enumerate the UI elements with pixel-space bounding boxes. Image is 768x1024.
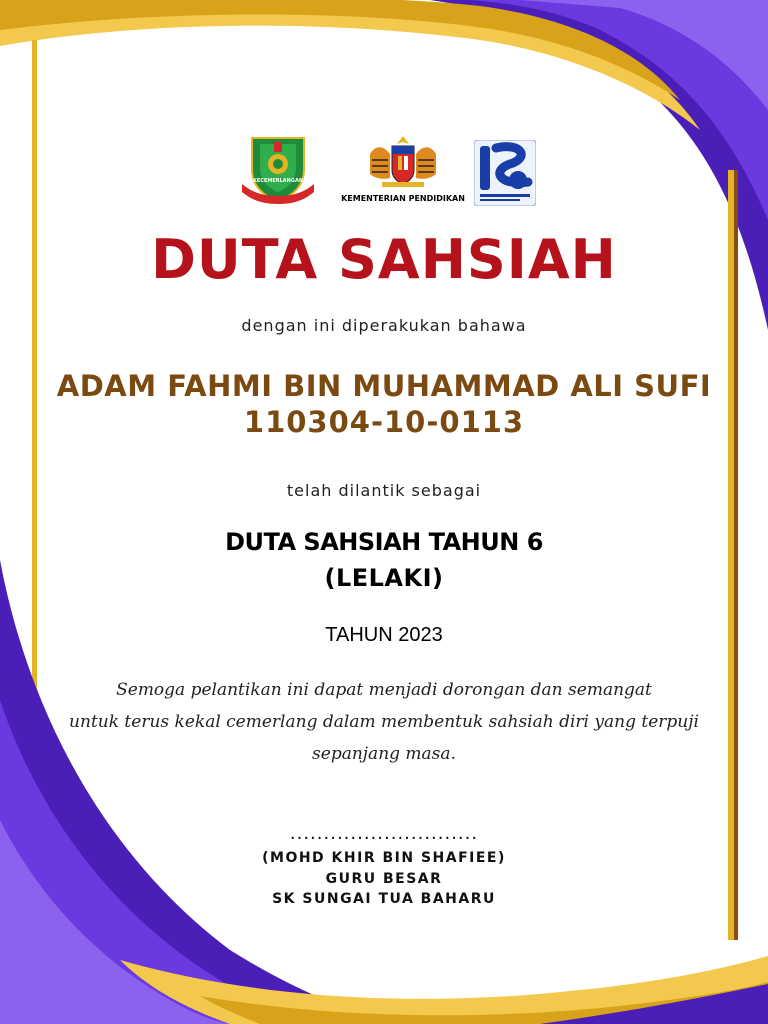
recipient-ic-number: 110304-10-0113 [243,405,525,439]
wish-line-2: untuk terus kekal cemerlang dalam membentuk sahsiah diri yang terpuji [69,712,699,732]
signature-line: ............................ [289,823,479,844]
wish-line-3: sepanjang masa. [312,744,456,764]
certificate-title: DUTA SAHSIAH [151,228,617,291]
svg-text:KECEMERLANGAN: KECEMERLANGAN [252,178,304,184]
ministry-caption: KEMENTERIAN PENDIDIKAN [341,194,465,203]
signatory-name: (MOHD KHIR BIN SHAFIEE) [262,850,506,866]
appointed-text: telah dilantik sebagai [286,481,482,500]
signatory-school: SK SUNGAI TUA BAHARU [272,891,496,907]
malaysia-coat-of-arms-icon [362,134,444,190]
certificate-year: TAHUN 2023 [325,624,443,646]
school-crest-icon [240,134,316,206]
signatory-position: GURU BESAR [325,871,443,887]
role-title-line1: DUTA SAHSIAH TAHUN 6 [225,528,543,556]
logos-row [0,134,768,214]
recipient-name: ADAM FAHMI BIN MUHAMMAD ALI SUFI [56,369,712,403]
wish-line-1: Semoga pelantikan ini dapat menjadi dorongan dan semangat [116,680,652,700]
intro-text: dengan ini diperakukan bahawa [241,316,527,335]
role-title-line2: (LELAKI) [324,564,444,592]
jpn-25-logo-icon [474,140,536,206]
